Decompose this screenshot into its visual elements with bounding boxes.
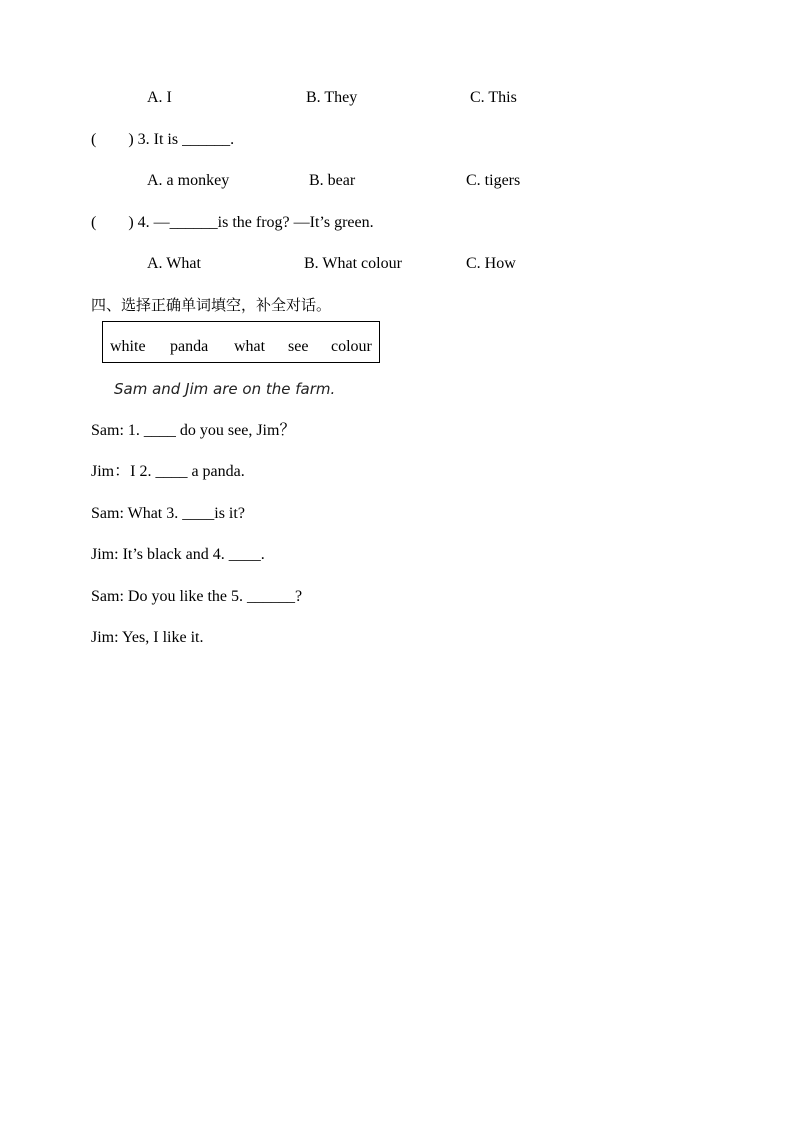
q3-option-c: C. tigers — [466, 172, 521, 189]
q3-option-b: B. bear — [309, 172, 356, 189]
q4-option-b: B. What colour — [304, 255, 402, 272]
word-bank-item: white — [110, 338, 146, 355]
word-bank-item: what — [234, 338, 266, 355]
dialogue-line: Jim: Yes, I like it. — [91, 629, 204, 646]
question-3: ( ) 3. It is ______. — [91, 131, 235, 148]
dialogue-line: Jim: It’s black and 4. ____. — [91, 546, 265, 563]
q2-option-a: A. I — [147, 89, 172, 106]
q2-option-c: C. This — [470, 89, 517, 106]
dialogue-line: Sam: Do you like the 5. ______? — [91, 588, 303, 605]
section-4-heading: 四、选择正确单词填空，补全对话。 — [91, 296, 332, 314]
question-4: ( ) 4. —______is the frog? —It’s green. — [91, 214, 374, 231]
dialogue-line: Sam: What 3. ____is it? — [91, 505, 245, 522]
dialogue-line: Jim：I 2. ____ a panda. — [91, 463, 245, 480]
word-bank-item: see — [288, 338, 309, 355]
dialogue-line: Sam: 1. ____ do you see, Jim？ — [91, 422, 296, 439]
word-bank-item: panda — [170, 338, 209, 355]
q4-option-a: A. What — [147, 255, 201, 272]
dialogue-intro: Sam and Jim are on the farm. — [114, 380, 336, 398]
q3-option-a: A. a monkey — [147, 172, 230, 189]
word-bank — [102, 321, 380, 363]
q2-option-b: B. They — [306, 89, 358, 106]
q4-option-c: C. How — [466, 255, 516, 272]
word-bank-item: colour — [331, 338, 372, 355]
